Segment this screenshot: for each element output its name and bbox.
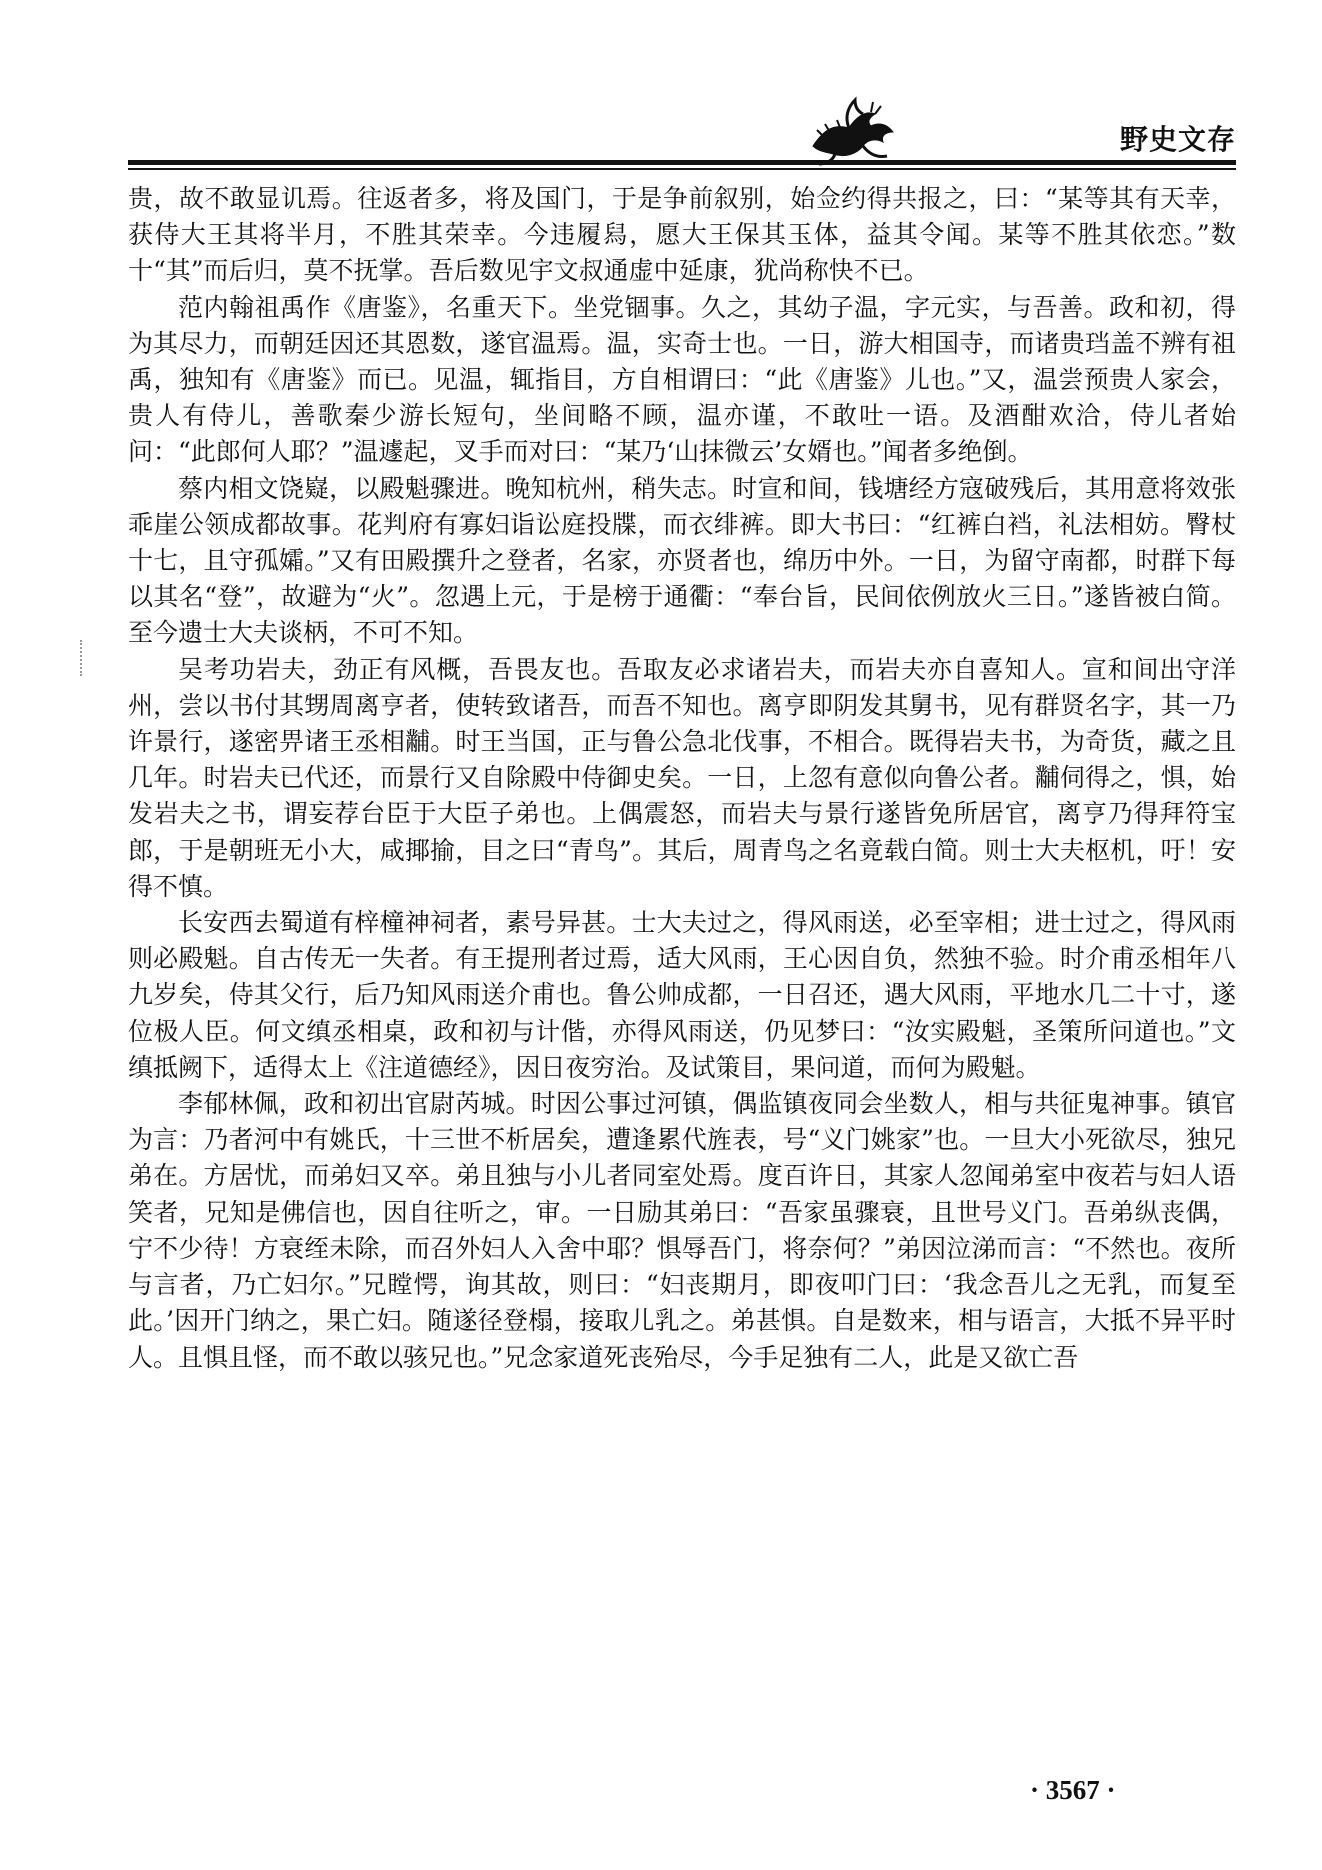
paragraph: 长安西去蜀道有梓橦神祠者，素号异甚。士大夫过之，得风雨送，必至宰相；进士过之，得风雨则必殿魁。自古传无一失者。有王提刑者过焉，适大风雨，王心因自负，然独不验。时介甫丞相年八九岁矣，侍其父行，后乃知风雨送介甫也。鲁公帅成都，一日召还，遇大风雨，平地水几二十寸，遂位极人臣。何文缜丞相桌，政和初与计偕，亦得风雨送，仍见梦曰：“汝实殿魁，圣策所问道也。”文缜抵阙下，适得太上《注道德经》，因日夜穷治。及试策目，果问道，而何为殿魁。 [128,908,1236,1082]
margin-mark [80,640,85,676]
body-text [128,181,1236,1376]
paragraph: 蔡内相文饶嶷，以殿魁骤进。晚知杭州，稍失志。时宣和间，钱塘经方寇破残后，其用意将效张乖崖公领成都故事。花判府有寡妇诣讼庭投牒，而衣绯裤。即大书曰：“红裤白裆，礼法相妨。臀杖十七，且守孤孀。”又有田殿撰升之登者，名家，亦贤者也，绵历中外。一日，为留守南都，时群下每以其名“登”，故避为“火”。忽遇上元，于是榜于通衢：“奉台旨，民间依例放火三日。”遂皆被白简。至今遗士大夫谈柄，不可不知。 [128,473,1236,648]
paragraph: 吴考功岩夫，劲正有风概，吾畏友也。吾取友必求诸岩夫，而岩夫亦自喜知人。宣和间出守洋州，尝以书付其甥周离亨者，使转致诸吾，而吾不知也。离亨即阴发其舅书，见有群贤名字，其一乃许景行，遂密畀诸王丞相黼。时王当国，正与鲁公急北伐事，不相合。既得岩夫书，为奇货，藏之且几年。时岩夫已代还，而景行又自除殿中侍御史矣。一日，上忽有意似向鲁公者。黼伺得之，惧，始发岩夫之书，谓妄荐台臣于大臣子弟也。上偶震怒，而岩夫与景行遂皆免所居官，离亨乃得拜符宝郎，于是朝班无小大，咸揶揄，目之曰“青鸟”。其后，周青鸟之名竟载白简。则士大夫枢机，吁！安得不慎。 [128,654,1236,901]
page-number: · 3567 · [1030,1775,1116,1805]
header-rule-thick [128,160,1236,165]
header-rule-thin [128,168,1236,170]
paragraph: 贵，故不敢显讥焉。往返者多，将及国门，于是争前叙别，始佥约得共报之，曰：“某等其有天幸，获侍大王其将半月，不胜其荣幸。今违履舄，愿大王保其玉体，益其令闻。某等不胜其依恋。”数十“其”而后归，莫不抚掌。吾后数见宇文叔通虚中延康，犹尚称快不已。 [128,184,1236,286]
dragon-emblem-icon [805,88,900,168]
paragraph: 范内翰祖禹作《唐鉴》，名重天下。坐党锢事。久之，其幼子温，字元实，与吾善。政和初，得为其尽力，而朝廷因还其恩数，遂官温焉。温，实奇士也。一日，游大相国寺，而诸贵珰盖不辨有祖禹，独知有《唐鉴》而已。见温，辄指目，方自相谓曰：“此《唐鉴》儿也。”又，温尝预贵人家会，贵人有侍儿，善歌秦少游长短句，坐间略不顾，温亦谨，不敢吐一语。及酒酣欢洽，侍儿者始问：“此郎何人耶？”温遽起，叉手而对曰：“某乃‘山抹微云’女婿也。”闻者多绝倒。 [128,292,1236,467]
page-header [0,0,1322,170]
paragraph: 李郁林佩，政和初出官尉芮城。时因公事过河镇，偶监镇夜同会坐数人，相与共征鬼神事。镇官为言：乃者河中有姚氏，十三世不析居矣，遭逢累代旌表，号“义门姚家”也。一旦大小死欲尽，独兄弟在。方居忧，而弟妇又卒。弟且独与小儿者同室处焉。度百许日，其家人忽闻弟室中夜若与妇人语笑者，兄知是佛信也，因自往听之，审。一日励其弟曰：“吾家虽骤衰，且世号义门。吾弟纵丧偶，宁不少待！方衰绖未除，而召外妇人入舍中耶？惧辱吾门，将奈何？”弟因泣涕而言：“不然也。夜所与言者，乃亡妇尔。”兄瞠愕，询其故，则曰：“妇丧期月，即夜叩门曰：‘我念吾儿之无乳，而复至此。’因开门纳之，果亡妇。随遂径登榻，接取儿乳之。弟甚惧。自是数来，相与语言，大抵不异平时人。且惧且怪，而不敢以骇兄也。”兄念家道死丧殆尽，今手足独有二人，此是又欲亡吾 [128,1089,1236,1372]
section-title: 野史文存 [1120,123,1237,156]
